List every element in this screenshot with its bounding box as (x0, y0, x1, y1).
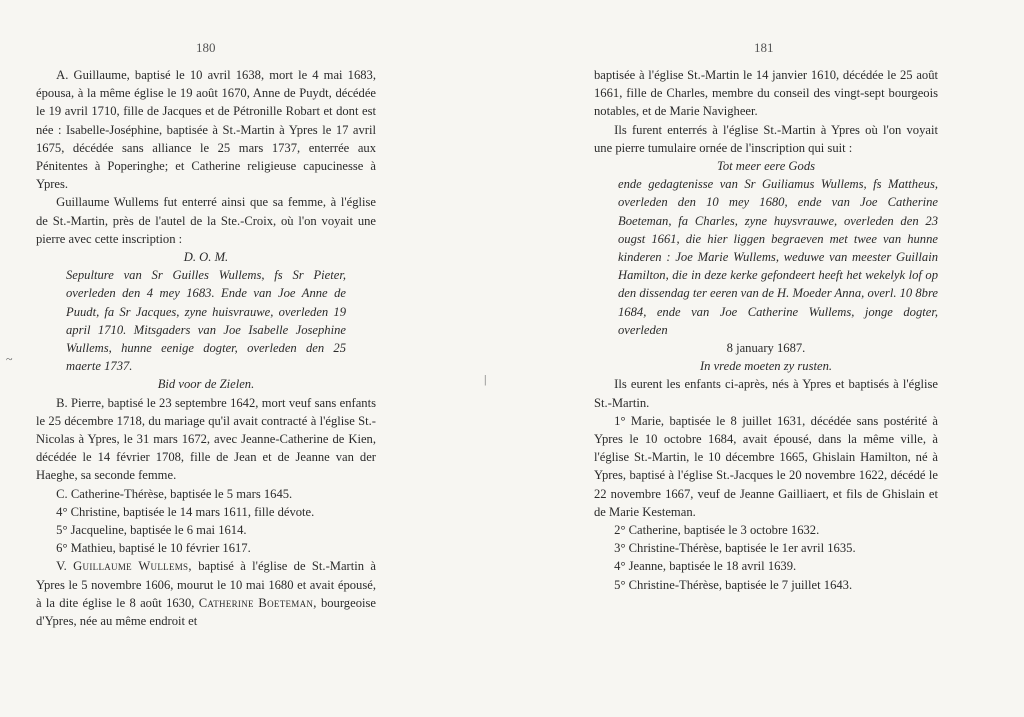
paragraph-catherine-c: C. Catherine-Thérèse, baptisée le 5 mars 1645. (56, 486, 293, 501)
paragraph-burial: Ils furent enterrés à l'église St.-Martin à Ypres où l'on voyait une pierre tumulaire ornée de l'inscription qui suit : (594, 122, 938, 155)
children-list (36, 503, 376, 558)
inscription-date: 8 january 1687. (726, 341, 806, 356)
person-name: Guillaume Wullems, (73, 559, 192, 574)
list-item: 4° Christine, baptisée le 14 mars 1611, fille dévote. (56, 504, 315, 519)
page-number: 180 (196, 40, 216, 55)
paragraph-marie: 1° Marie, baptisée le 8 juillet 1631, décédée sans postérité à Ypres le 10 octobre 1684, avait épousé, dans la même ville, à l'église St.-Martin, le 10 décembre 1665, Ghislain Hamilton, né à Ypres, baptisé à l'église St.-Jacques le 20 novembre 1622, décédé le 22 novembre 1667, veuf de Jeanne Gailliaert, et fils de Ghislain et de Marie Kesteman. (594, 413, 938, 519)
list-item: 5° Jacqueline, baptisée le 6 mai 1614. (56, 523, 247, 538)
paragraph-text: bourgeoise d'Ypres, née au même endroit et (36, 595, 376, 629)
paragraph-burial: Guillaume Wullems fut enterré ainsi que sa femme, à l'église de St.-Martin, près de l'autel de la Ste.-Croix, où l'on voyait une pierre avec cette inscription : (36, 195, 376, 246)
inscription-heading: D. O. M. (183, 250, 229, 265)
list-item: 6° Mathieu, baptisé le 10 février 1617. (56, 541, 251, 556)
paragraph-continued: baptisée à l'église St.-Martin le 14 janvier 1610, décédée le 25 août 1661, fille de Charles, membre du conseil des vingt-sept bourgeois notables, et de Marie Navigheer. (594, 68, 938, 119)
page-number: 181 (754, 40, 774, 55)
left-text-column (36, 66, 376, 630)
inscription-closing: Bid voor de Zielen. (157, 377, 255, 392)
inscription-closing: In vrede moeten zy rusten. (699, 359, 833, 374)
inscription-text: Sepulture van Sr Guilles Wullems, fs Sr Pieter, overleden den 4 mey 1683. Ende van Joe Anne de Puudt, fa Sr Jacques, zyne huisvrauwe, overleden 19 april 1710. Mitsgaders van Joe Isabelle Josephine Wullems, hunne eenige dogter, overleden den 25 maerte 1737. (66, 268, 346, 374)
inscription-text: ende gedagtenisse van Sr Guiliamus Wullems, fs Mattheus, overleden den 10 mey 1680, ende van Joe Catherine Boeteman, fa Charles, zyne huysvrauwe, overleden den 23 ougst 1661, die hier liggen begraeven met twee van hunne kinderen : Joe Marie Wullems, weduwe van meester Guillain Hamilton, die in deze kerke gefondeert heeft het wekelyk lof op den dissendag ter eeren van de H. Moeder Anna, overl. 10 8bre 1684, ende van Joe Catherine Wullems, jonge dogter, overleden (618, 177, 938, 337)
left-page (0, 0, 500, 717)
person-name: Catherine Boeteman, (198, 595, 317, 610)
list-item: 2° Catherine, baptisée le 3 octobre 1632. (614, 523, 820, 538)
paragraph-children: Ils eurent les enfants ci-après, nés à Ypres et baptisés à l'église St.-Martin. (594, 377, 938, 410)
list-item: 5° Christine-Thérèse, baptisée le 7 juillet 1643. (614, 577, 853, 592)
right-text-column (594, 66, 938, 594)
section-number: V. (56, 559, 67, 574)
inscription (36, 248, 376, 394)
list-item: 3° Christine-Thérèse, baptisée le 1er avril 1635. (614, 541, 856, 556)
right-page (512, 0, 1024, 717)
margin-mark: ~ (6, 352, 13, 366)
inscription (594, 157, 938, 375)
paragraph-pierre-b: B. Pierre, baptisé le 23 septembre 1642, mort veuf sans enfants le 25 décembre 1718, du mariage qu'il avait contracté à l'église St.-Nicolas à Ypres, le 31 mars 1672, avec Jeanne-Catherine de Kien, décédée le 14 février 1708, fille de Jean et de Jeanne van der Haeghe, sa seconde femme. (36, 395, 376, 483)
list-item: 4° Jeanne, baptisée le 18 avril 1639. (614, 559, 797, 574)
paragraph-guillaume-v (36, 557, 376, 630)
children-list (594, 521, 938, 594)
inscription-heading: Tot meer eere Gods (716, 159, 816, 174)
gutter-mark: | (484, 372, 487, 386)
paragraph-text: baptisé à l'église de St.-Martin à Ypres le 5 novembre 1606, mourut le 10 mai 1680 et avait épousé, à la dite église le 8 août 1630, (36, 559, 376, 610)
paragraph-guillaume-a: A. Guillaume, baptisé le 10 avril 1638, mort le 4 mai 1683, épousa, à la même église le 19 août 1670, Anne de Puydt, décédée le 19 avril 1710, fille de Jacques et de Pétronille Robart et dont est née : Isabelle-Joséphine, baptisée à St.-Martin à Ypres le 17 avril 1675, décédée sans alliance le 25 mars 1737, enterrée aux Pénitentes à Poperinghe; et Catherine religieuse capucinesse à Ypres. (36, 68, 376, 192)
